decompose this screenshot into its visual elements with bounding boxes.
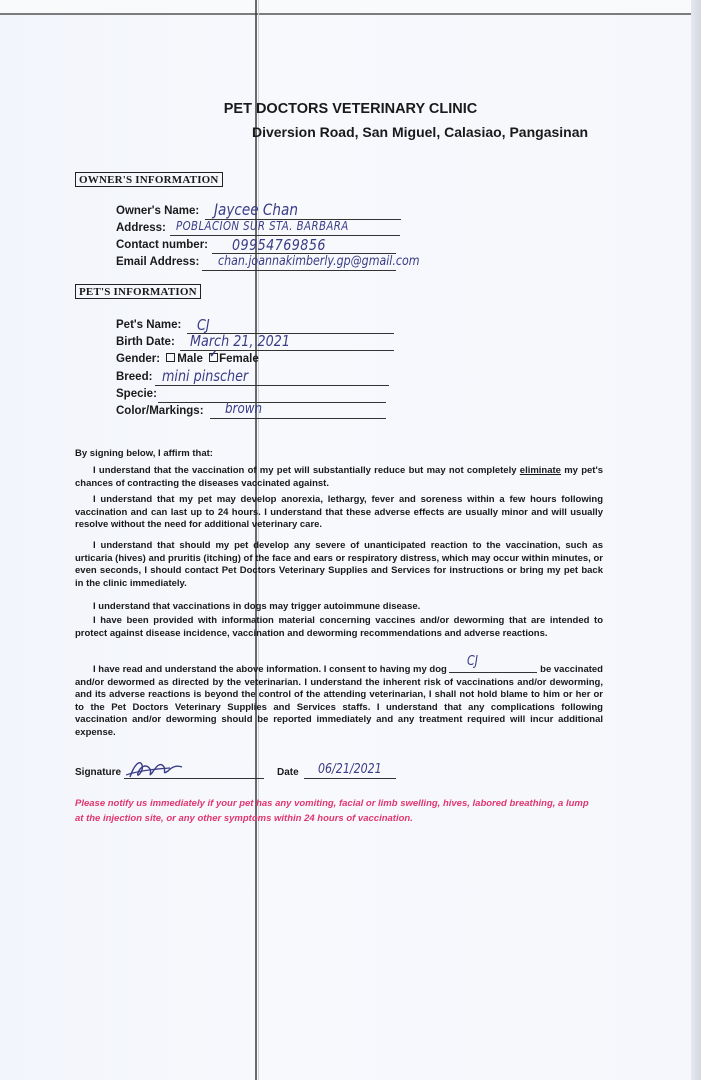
scan-right-edge	[691, 0, 701, 1080]
pet-breed-value[interactable]: mini pinscher	[162, 367, 249, 385]
consent-p6-b: be vaccinated and/or dewormed as directed by the veterinarian. I understand the inherent risk of vaccinations and/or deworming, and its adverse reactions is beyond the control of the attending veterinarian, I shall not hold blame to him or her or to the Pet Doctors Veterinary Supplies and Services staffs. I understand that any complications following vaccination and/or deworming should be reported immediately and any treatment required will incur additional expense.	[75, 664, 603, 738]
dog-name-blank[interactable]	[449, 654, 537, 673]
pet-birth-label: Birth Date:	[116, 336, 175, 348]
consent-p1-underlined: eliminate	[519, 465, 561, 476]
pet-section-title: PET'S INFORMATION	[75, 284, 201, 299]
owner-email-line	[202, 270, 396, 271]
consent-paragraph-5: I have been provided with information material concerning vaccines and/or deworming that are intended to protect against disease incidence, vaccination and deworming recommendations and adverse reactions.	[75, 615, 603, 639]
consent-paragraph-3: I understand that should my pet develop any severe of unanticipated reaction to the vaccination, such as urticaria (hives) and pruritis (itching) of the face and ears or respiratory distress, which may occur within minutes, or even seconds, I should contact Pet Doctors Veterinary Supplies and Services for instructions or bring my pet back in the clinic immediately.	[75, 540, 603, 589]
date-value[interactable]: 06/21/2021	[318, 762, 382, 777]
symptom-notice: Please notify us immediately if your pet has any vomiting, facial or limb swelling, hives, labored breathing, a lump at the injection site, or any other symptoms within 24 hours of vaccination.	[75, 798, 589, 824]
owner-name-value[interactable]: Jaycee Chan	[214, 200, 299, 219]
signature-label: Signature	[75, 767, 122, 778]
clinic-name: PET DOCTORS VETERINARY CLINIC	[223, 101, 478, 117]
consent-paragraph-2: I understand that my pet may develop anorexia, lethargy, fever and soreness within a few hours following vaccination and can last up to 24 hours. I understand that these adverse effects are usually minor and will usually resolve without the need for additional veterinary care.	[75, 494, 603, 530]
owner-address-label: Address:	[116, 222, 166, 234]
consent-paragraph-4: I understand that vaccinations in dogs may trigger autoimmune disease.	[93, 601, 421, 612]
date-label: Date	[277, 767, 299, 778]
male-checkbox[interactable]	[166, 353, 175, 362]
female-label: Female	[219, 353, 259, 365]
clinic-address: Diversion Road, San Miguel, Calasiao, Pangasinan	[251, 124, 589, 140]
dog-name-value: CJ	[467, 654, 479, 669]
pet-color-line	[210, 418, 386, 419]
owner-section-title: OWNER'S INFORMATION	[75, 172, 223, 187]
pet-name-label: Pet's Name:	[116, 319, 182, 331]
date-line	[304, 778, 396, 779]
pet-name-value[interactable]: CJ	[197, 316, 210, 334]
owner-address-value[interactable]: POBLACION SUR STA. BARBARA	[176, 219, 349, 233]
owner-contact-value[interactable]: 09954769856	[232, 236, 326, 254]
check-mark-icon: ✓	[209, 349, 218, 360]
pet-color-label: Color/Markings:	[116, 405, 204, 417]
owner-email-value[interactable]: chan.joannakimberly.gp@gmail.com	[218, 254, 420, 269]
pet-birth-value[interactable]: March 21, 2021	[190, 332, 290, 350]
owner-name-label: Owner's Name:	[116, 205, 200, 217]
pet-color-value[interactable]: brown	[225, 401, 263, 417]
consent-paragraph-1	[75, 465, 603, 490]
scan-top-edge	[0, 0, 701, 14]
male-label: Male	[177, 353, 203, 365]
female-checkbox[interactable]	[209, 349, 218, 362]
signature-drawing[interactable]	[124, 755, 194, 783]
pet-gender-label: Gender:	[116, 353, 161, 365]
pet-gender-row	[116, 349, 259, 365]
owner-email-label: Email Address:	[116, 256, 200, 268]
consent-p1-a: I understand that the vaccination of my pet will substantially reduce but may not completely	[93, 465, 517, 476]
pet-breed-line	[155, 385, 389, 386]
affirm-heading: By signing below, I affirm that:	[75, 448, 213, 459]
consent-p1-b: my pet's chances of contracting the diseases vaccinated against.	[75, 465, 604, 489]
consent-p6-a: I have read and understand the above information. I consent to having my dog	[93, 664, 447, 675]
pet-breed-label: Breed:	[116, 371, 153, 383]
owner-contact-label: Contact number:	[116, 239, 208, 251]
pet-specie-line	[158, 402, 386, 403]
consent-paragraph-6	[75, 654, 603, 739]
fold-line-horizontal	[0, 13, 701, 15]
pet-specie-label: Specie:	[116, 388, 157, 400]
